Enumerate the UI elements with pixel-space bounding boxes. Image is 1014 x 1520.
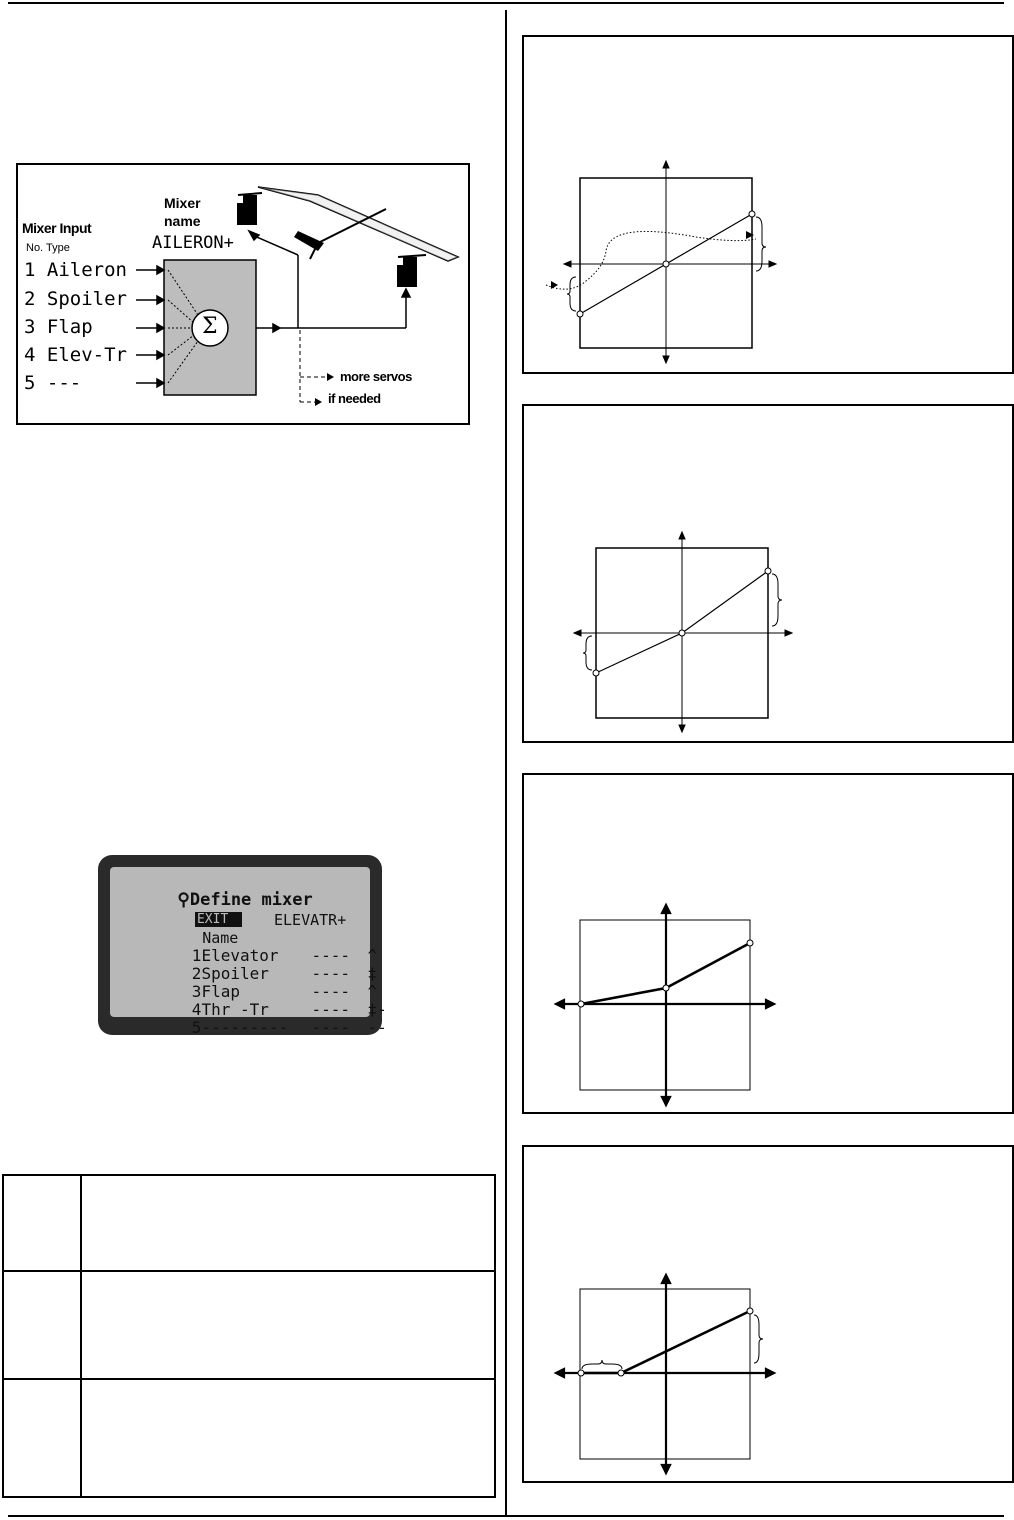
lcd-row-num: 2: [191, 964, 202, 983]
curve-graph-1: [524, 37, 1012, 372]
mixer-diagram: [16, 163, 470, 425]
input-num: 1: [24, 259, 36, 281]
lcd-row-num: 4: [191, 1000, 202, 1019]
input-row: [24, 344, 127, 366]
lcd-row-name: Elevator: [201, 946, 279, 965]
curve-graph-2: [524, 406, 1012, 741]
input-num: 2: [24, 288, 36, 310]
input-name: Spoiler: [46, 288, 127, 310]
sum-symbol: Σ: [202, 314, 218, 339]
lcd-row-dash: ----: [311, 1000, 350, 1019]
input-num: 3: [24, 316, 36, 338]
lcd-row-dash: ----: [311, 1018, 350, 1037]
lcd-row-name: ---------: [201, 1018, 289, 1037]
table-row: [3, 1271, 495, 1379]
input-row: [24, 372, 81, 394]
steps-table: [2, 1174, 496, 1498]
curve-graph-3: [524, 775, 1012, 1112]
lcd-row-dash: ----: [311, 964, 350, 983]
lcd-row-num: 1: [191, 946, 202, 965]
input-name: Flap: [46, 316, 93, 338]
curve-panel-4: [522, 1145, 1014, 1483]
table-cell: [81, 1175, 495, 1271]
table-cell: [3, 1175, 81, 1271]
input-row: [24, 316, 93, 338]
curve-graph-4: [524, 1147, 1012, 1481]
input-header: Mixer Input: [22, 220, 92, 236]
input-num: 4: [24, 344, 36, 366]
table-cell: [3, 1271, 81, 1379]
lcd-screen: [110, 867, 387, 1037]
lcd-row-dash: ----: [311, 946, 350, 965]
input-subheader: No. Type: [26, 242, 70, 254]
lcd-row-num: 5: [191, 1018, 202, 1037]
lcd-row-name: Spoiler: [201, 964, 269, 983]
input-name: Aileron: [46, 259, 127, 281]
bottom-rule: [8, 1515, 1004, 1517]
wrench-icon: ⚲: [177, 890, 190, 910]
table-row: [3, 1175, 495, 1271]
lcd-row-mark: ‡-: [367, 1000, 387, 1019]
more-servos-line1: more servos: [340, 369, 412, 384]
lcd-row-mark: --: [367, 1018, 387, 1037]
top-rule: [8, 2, 1004, 4]
more-servos-line2: if needed: [328, 391, 381, 406]
lcd-row-name: Thr -Tr: [201, 1000, 269, 1019]
mixer-label-line1: Mixer: [164, 195, 201, 211]
servo-icon: [397, 255, 426, 287]
input-num: 5: [24, 372, 36, 394]
curve-panel-3: [522, 773, 1014, 1114]
column-divider: [505, 10, 507, 1515]
lcd-row-num: 3: [191, 982, 202, 1001]
servo-icon: [237, 193, 262, 225]
input-row: [24, 259, 127, 281]
table-cell: [3, 1379, 81, 1497]
lcd-row-mark: ‡: [367, 964, 378, 983]
transmitter-lcd: [98, 855, 387, 1037]
lcd-row-mark: ^: [367, 982, 378, 1001]
lcd-mixer-name: ELEVATR+: [274, 911, 347, 929]
lcd-row-name: Flap: [201, 982, 240, 1001]
lcd-row-dash: ----: [311, 982, 350, 1001]
curve-panel-2: [522, 404, 1014, 743]
curve-panel-1: [522, 35, 1014, 374]
input-row: [24, 288, 127, 310]
input-name: Elev-Tr: [46, 344, 127, 366]
mixer-name: AILERON+: [152, 233, 234, 253]
input-name: ---: [46, 372, 82, 394]
lcd-title: Define mixer: [189, 890, 313, 910]
lcd-row-mark: ^: [367, 946, 378, 965]
table-cell: [81, 1379, 495, 1497]
table-cell: [81, 1271, 495, 1379]
table-row: [3, 1379, 495, 1497]
lcd-exit-tab[interactable]: EXIT: [195, 912, 242, 927]
lcd-row[interactable]: [134, 1001, 387, 1055]
mixer-label-line2: name: [164, 213, 201, 229]
lcd-col-name: Name: [202, 929, 239, 947]
